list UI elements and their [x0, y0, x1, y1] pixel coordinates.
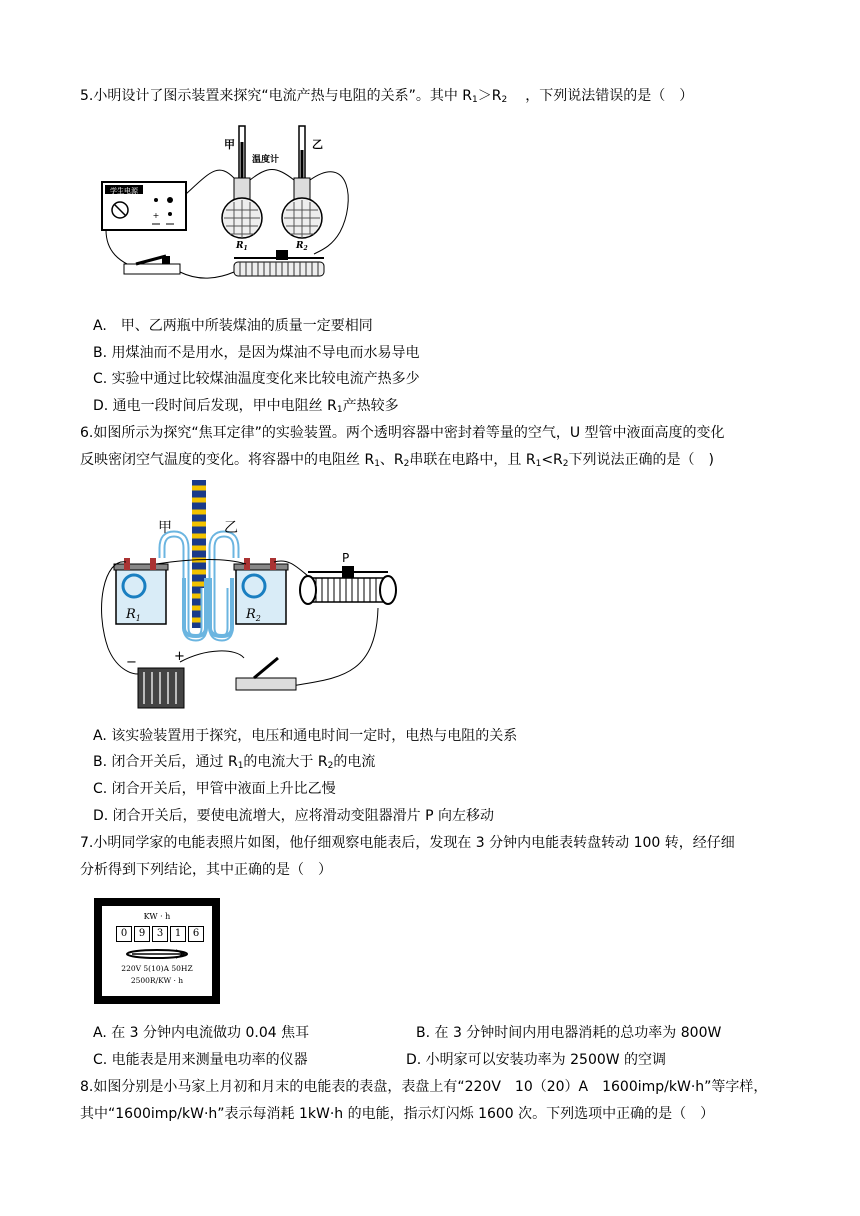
q5-stem-part: ＞R — [477, 88, 502, 104]
meter-digit: 9 — [134, 926, 150, 942]
rheostat — [234, 262, 324, 276]
switch-lever — [136, 256, 166, 264]
meter-disc-icon — [124, 948, 190, 960]
rheostat-slider — [276, 250, 288, 260]
q8-stem-line1: 8.如图分别是小马家上月初和月末的电能表的表盘，表盘上有“220V 10（20）A 1600imp/kW·h”等字样， — [80, 1079, 768, 1095]
q5-figure — [100, 122, 360, 286]
switch-lever — [254, 658, 278, 678]
q6-option-a: A. 该实验装置用于探究，电压和通电时间一定时，电热与电阻的关系 — [93, 728, 518, 744]
meter-digit: 3 — [152, 926, 168, 942]
q6-option-b — [93, 752, 375, 776]
q6-sub: 2 — [403, 459, 410, 469]
label-yi: 乙 — [224, 520, 238, 536]
q7-option-b: B. 在 3 分钟时间内用电器消耗的总功率为 800W — [416, 1025, 722, 1041]
q7-stem-line2: 分析得到下列结论，其中正确的是（ ） — [80, 862, 332, 878]
q5-option-d-part: D. 通电一段时间后发现，甲中电阻丝 R — [93, 398, 337, 414]
q5-option-d-part: 产热较多 — [342, 398, 399, 414]
q6-option-b-part: 的电流 — [333, 754, 376, 770]
q6-option-b-sub: 2 — [327, 761, 334, 771]
q6-sub: 1 — [374, 459, 380, 469]
label-p: P — [342, 551, 350, 565]
q6-option-c: C. 闭合开关后，甲管中液面上升比乙慢 — [93, 781, 336, 797]
q5-sub-1: 1 — [472, 95, 478, 105]
q6-figure — [96, 478, 416, 716]
meter-digit: 6 — [188, 926, 204, 942]
meter-unit: KW · h — [143, 912, 171, 921]
q5-option-d-sub: 1 — [336, 405, 343, 415]
q8-stem-line2: 其中“1600imp/kW·h”表示每消耗 1kW·h 的电能，指示灯闪烁 1600 次。下列选项中正确的是（ ） — [80, 1106, 715, 1122]
label-minus: − — [126, 655, 137, 670]
q5-option-a: A. 甲、乙两瓶中所装煤油的质量一定要相同 — [93, 318, 373, 334]
q6-sub: 1 — [535, 459, 542, 469]
meter-digits — [116, 926, 204, 942]
q6-stem-part: 反映密闭空气温度的变化。将容器中的电阻丝 R — [80, 452, 375, 468]
meter-digit: 1 — [170, 926, 186, 942]
q5-option-c: C. 实验中通过比较煤油温度变化来比较电流产热多少 — [93, 371, 420, 387]
q6-option-d: D. 闭合开关后，要使电流增大，应将滑动变阻器滑片 P 向左移动 — [93, 808, 495, 824]
q6-stem-part: 下列说法正确的是（ ) — [568, 452, 714, 468]
q5-sub-2: 2 — [501, 95, 508, 105]
label-r2: $R_2$ — [246, 607, 261, 623]
q6-stem-line1: 6.如图所示为探究“焦耳定律”的实验装置。两个透明容器中密封着等量的空气，U 型管中液面高度的变化 — [80, 425, 725, 441]
svg-text:+: + — [152, 211, 160, 220]
q6-stem-part: 串联在电路中，且 R — [409, 452, 536, 468]
power-label: 学生电源 — [110, 187, 138, 195]
label-thermometer: 温度计 — [252, 155, 280, 165]
label-r1: $R_1$ — [126, 607, 141, 623]
q5-option-d — [93, 396, 399, 420]
q5-option-b: B. 用煤油而不是用水，是因为煤油不导电而水易导电 — [93, 345, 420, 361]
label-yi: 乙 — [312, 138, 323, 151]
meter-spec1: 220V 5(10)A 50HZ — [121, 964, 193, 973]
q7-option-d: D. 小明家可以安装功率为 2500W 的空调 — [406, 1052, 667, 1068]
q7-stem-line1: 7.小明同学家的电能表照片如图，他仔细观察电能表后，发现在 3 分钟内电能表转盘转动 100 转，经仔细 — [80, 835, 735, 851]
q5-stem-part: ，下列说法错误的是（ ） — [525, 88, 694, 104]
q6-option-b-part: B. 闭合开关后，通过 R — [93, 754, 238, 770]
q7-meter — [94, 898, 220, 1004]
q6-stem-line2 — [80, 450, 714, 474]
meter-face — [102, 906, 212, 996]
switch-base — [124, 264, 180, 274]
q6-stem-part: 、R — [379, 452, 404, 468]
q5-stem — [80, 86, 693, 110]
label-jia: 甲 — [158, 520, 172, 536]
rheostat-slider — [342, 566, 354, 578]
q6-option-b-sub: 1 — [237, 761, 244, 771]
rheostat — [310, 578, 386, 602]
label-jia: 甲 — [224, 138, 235, 151]
q6-option-b-part: 的电流大于 R — [243, 754, 328, 770]
q7-option-a: A. 在 3 分钟内电流做功 0.04 焦耳 — [93, 1025, 310, 1041]
meter-spec2: 2500R/KW · h — [130, 976, 184, 985]
q6-stem-part: <R — [541, 452, 563, 468]
q5-stem-part: 5.小明设计了图示装置来探究“电流产热与电阻的关系”。其中 R — [80, 88, 473, 104]
meter-digit: 0 — [116, 926, 132, 942]
q7-option-c: C. 电能表是用来测量电功率的仪器 — [93, 1052, 308, 1068]
label-plus: + — [174, 649, 185, 664]
q6-sub: 2 — [562, 459, 569, 469]
switch-base — [236, 678, 296, 690]
label-r1: $R_1$ — [236, 241, 248, 252]
label-r2: $R_2$ — [296, 241, 308, 252]
